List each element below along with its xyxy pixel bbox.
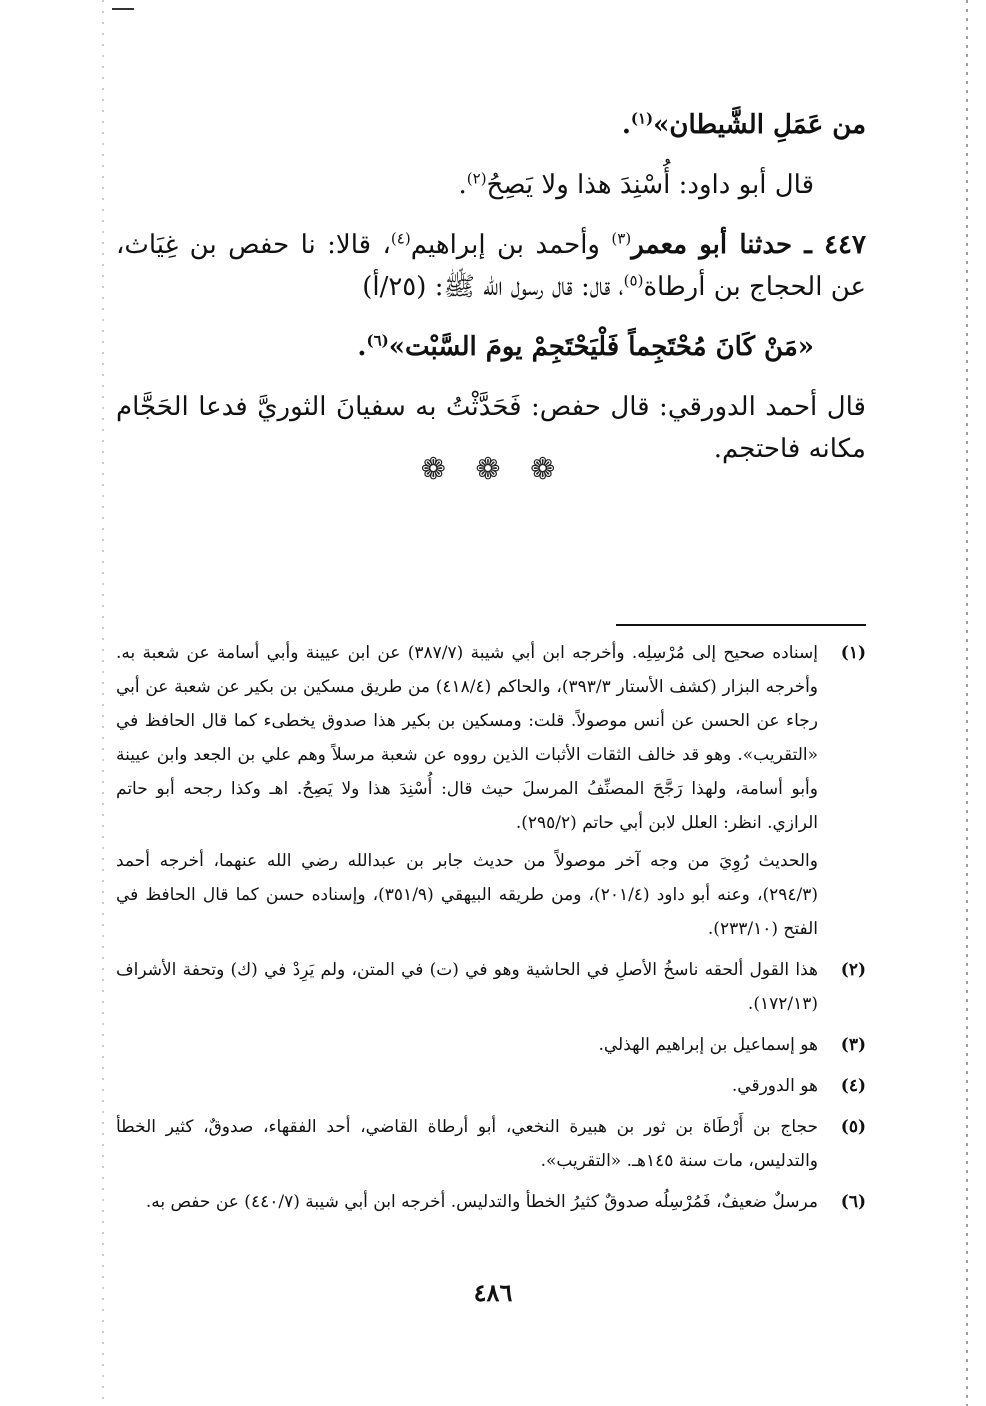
- footnote-paragraph: إسناده صحيح إلى مُرْسِلِه. وأخرجه ابن أبي شيبة (٣٨٧/٧) عن ابن عيينة وأبي أسامة عن شعبة به. وأخرجه البزار (كشف الأستار ٣٩٣/٣)، والحاكم (٤١٨/٤) من طريق مسكين بن بكير عن شعبة عن أبي رجاء عن الحسن عن أنس موصولاً. قلت: ومسكين بن بكير هذا صدوق يخطىء كما قال الحافظ في «التقريب». وهو قد خالف الثقات الأثبات الذين رووه عن شعبة مرسلاً وهم علي بن الجعد وابن عيينة وأبو أسامة، ولهذا رَجَّحَ المصنِّفُ المرسلَ حيث قال: أُسْنِدَ هذا ولا يَصِحُ. اهـ وكذا رجحه أبو حاتم الرازي. انظر: العلل لابن أبي حاتم (٢٩٥/٢).: [116, 643, 819, 833]
- page-number: ٤٨٦: [473, 1278, 513, 1307]
- durqi-comment: قال أحمد الدورقي: قال حفص: فَحَدَّثْتُ به سفيانَ الثوريَّ فدعا الحَجَّام مكانه فاحتجم.: [116, 392, 866, 464]
- footnote-ref: (٣): [611, 229, 632, 248]
- footnote-ref: (٦): [366, 331, 389, 350]
- footnote-item: [116, 1185, 866, 1223]
- footnote-body: [116, 1028, 818, 1066]
- footnotes: [116, 636, 866, 1226]
- footnote-ref: (٤): [390, 229, 411, 248]
- section-ornaments: ❁ ❁ ❁: [420, 452, 566, 487]
- footnote-number: (٢): [840, 960, 866, 980]
- scan-mark: [112, 8, 134, 10]
- main-text: [116, 104, 866, 488]
- footnote-divider: [616, 624, 866, 626]
- footnote-item: [116, 1028, 866, 1066]
- footnote-body: [116, 636, 818, 950]
- hadith-447-matn: «مَنْ كَانَ مُحْتَجِماً فَلْيَحْتَجِمْ يومَ السَّبْت»$^{(٦)}$.: [357, 331, 814, 362]
- footnote-number: (٤): [840, 1076, 866, 1096]
- scan-gutter-dots: [102, 0, 104, 1406]
- footnote-number: (١): [840, 643, 866, 663]
- footnote-body: [116, 953, 818, 1025]
- abu-dawud-comment: قال أبو داود: أُسْنِدَ هذا ولا يَصِحُ$^{(٢)}$.: [458, 169, 814, 200]
- footnote-number: (٣): [840, 1035, 866, 1055]
- footnote-number: (٥): [840, 1117, 866, 1137]
- footnote-paragraph: حجاج بن أَرْطَاة بن ثور بن هبيرة النخعي، أبو أرطاة القاضي، أحد الفقهاء، صدوقٌ، كثير الخطأ والتدليس، مات سنة ١٤٥هـ. «التقريب».: [116, 1117, 818, 1171]
- footnote-paragraph: مرسلٌ ضعيفٌ، فَمُرْسِلُه صدوقٌ كثيرُ الخطأ والتدليس. أخرجه ابن أبي شيبة (٤٤٠/٧) عن حفص به.: [145, 1192, 818, 1212]
- hadith-end-line: من عَمَلِ الشَّيطان»$^{(١)}$.: [621, 109, 866, 140]
- footnote-item: [116, 1110, 866, 1182]
- footnote-paragraph: هذا القول ألحقه ناسخُ الأصلِ في الحاشية وهو في (ت) في المتن، ولم يَرِدْ في (ك) وتحفة الأشراف (١٧٢/١٣).: [116, 960, 818, 1014]
- footnote-item: [116, 636, 866, 950]
- footnote-body: [116, 1069, 818, 1107]
- footnote-ref: (٥): [623, 271, 644, 290]
- footnote-ref: (١): [630, 109, 654, 128]
- footnote-paragraph: والحديث رُوِيَ من وجه آخر موصولاً من حديث جابر بن عبدالله رضي الله عنهما، أخرجه أحمد (٢٩٤/٣)، وعنه أبو داود (٢٠١/٤)، ومن طريقه البيهقي (٣٥١/٩)، وإسناده حسن كما قال الحافظ في الفتح (٢٣٣/١٠).: [116, 851, 818, 939]
- footnote-item: [116, 953, 866, 1025]
- footnote-body: [116, 1110, 818, 1182]
- footnote-number: (٦): [840, 1192, 866, 1212]
- footnote-ref: (٢): [466, 169, 487, 188]
- scan-edge-dots: [966, 0, 968, 1406]
- footnote-paragraph: هو إسماعيل بن إبراهيم الهذلي.: [598, 1035, 818, 1055]
- footnote-body: [116, 1185, 818, 1223]
- footnote-paragraph: هو الدورقي.: [731, 1076, 818, 1096]
- footnote-item: [116, 1069, 866, 1107]
- hadith-447-isnad: ٤٤٧ ـ حدثنا أبو معمر$^{(٣)}$ وأحمد بن إبراهيم$^{(٤)}$، قالا: نا حفص بن غِيَاث، عن الحجاج بن أرطاة$^{(٥)}$، قال: قال رسول الله ﷺ: (٢٥/أ): [116, 229, 866, 302]
